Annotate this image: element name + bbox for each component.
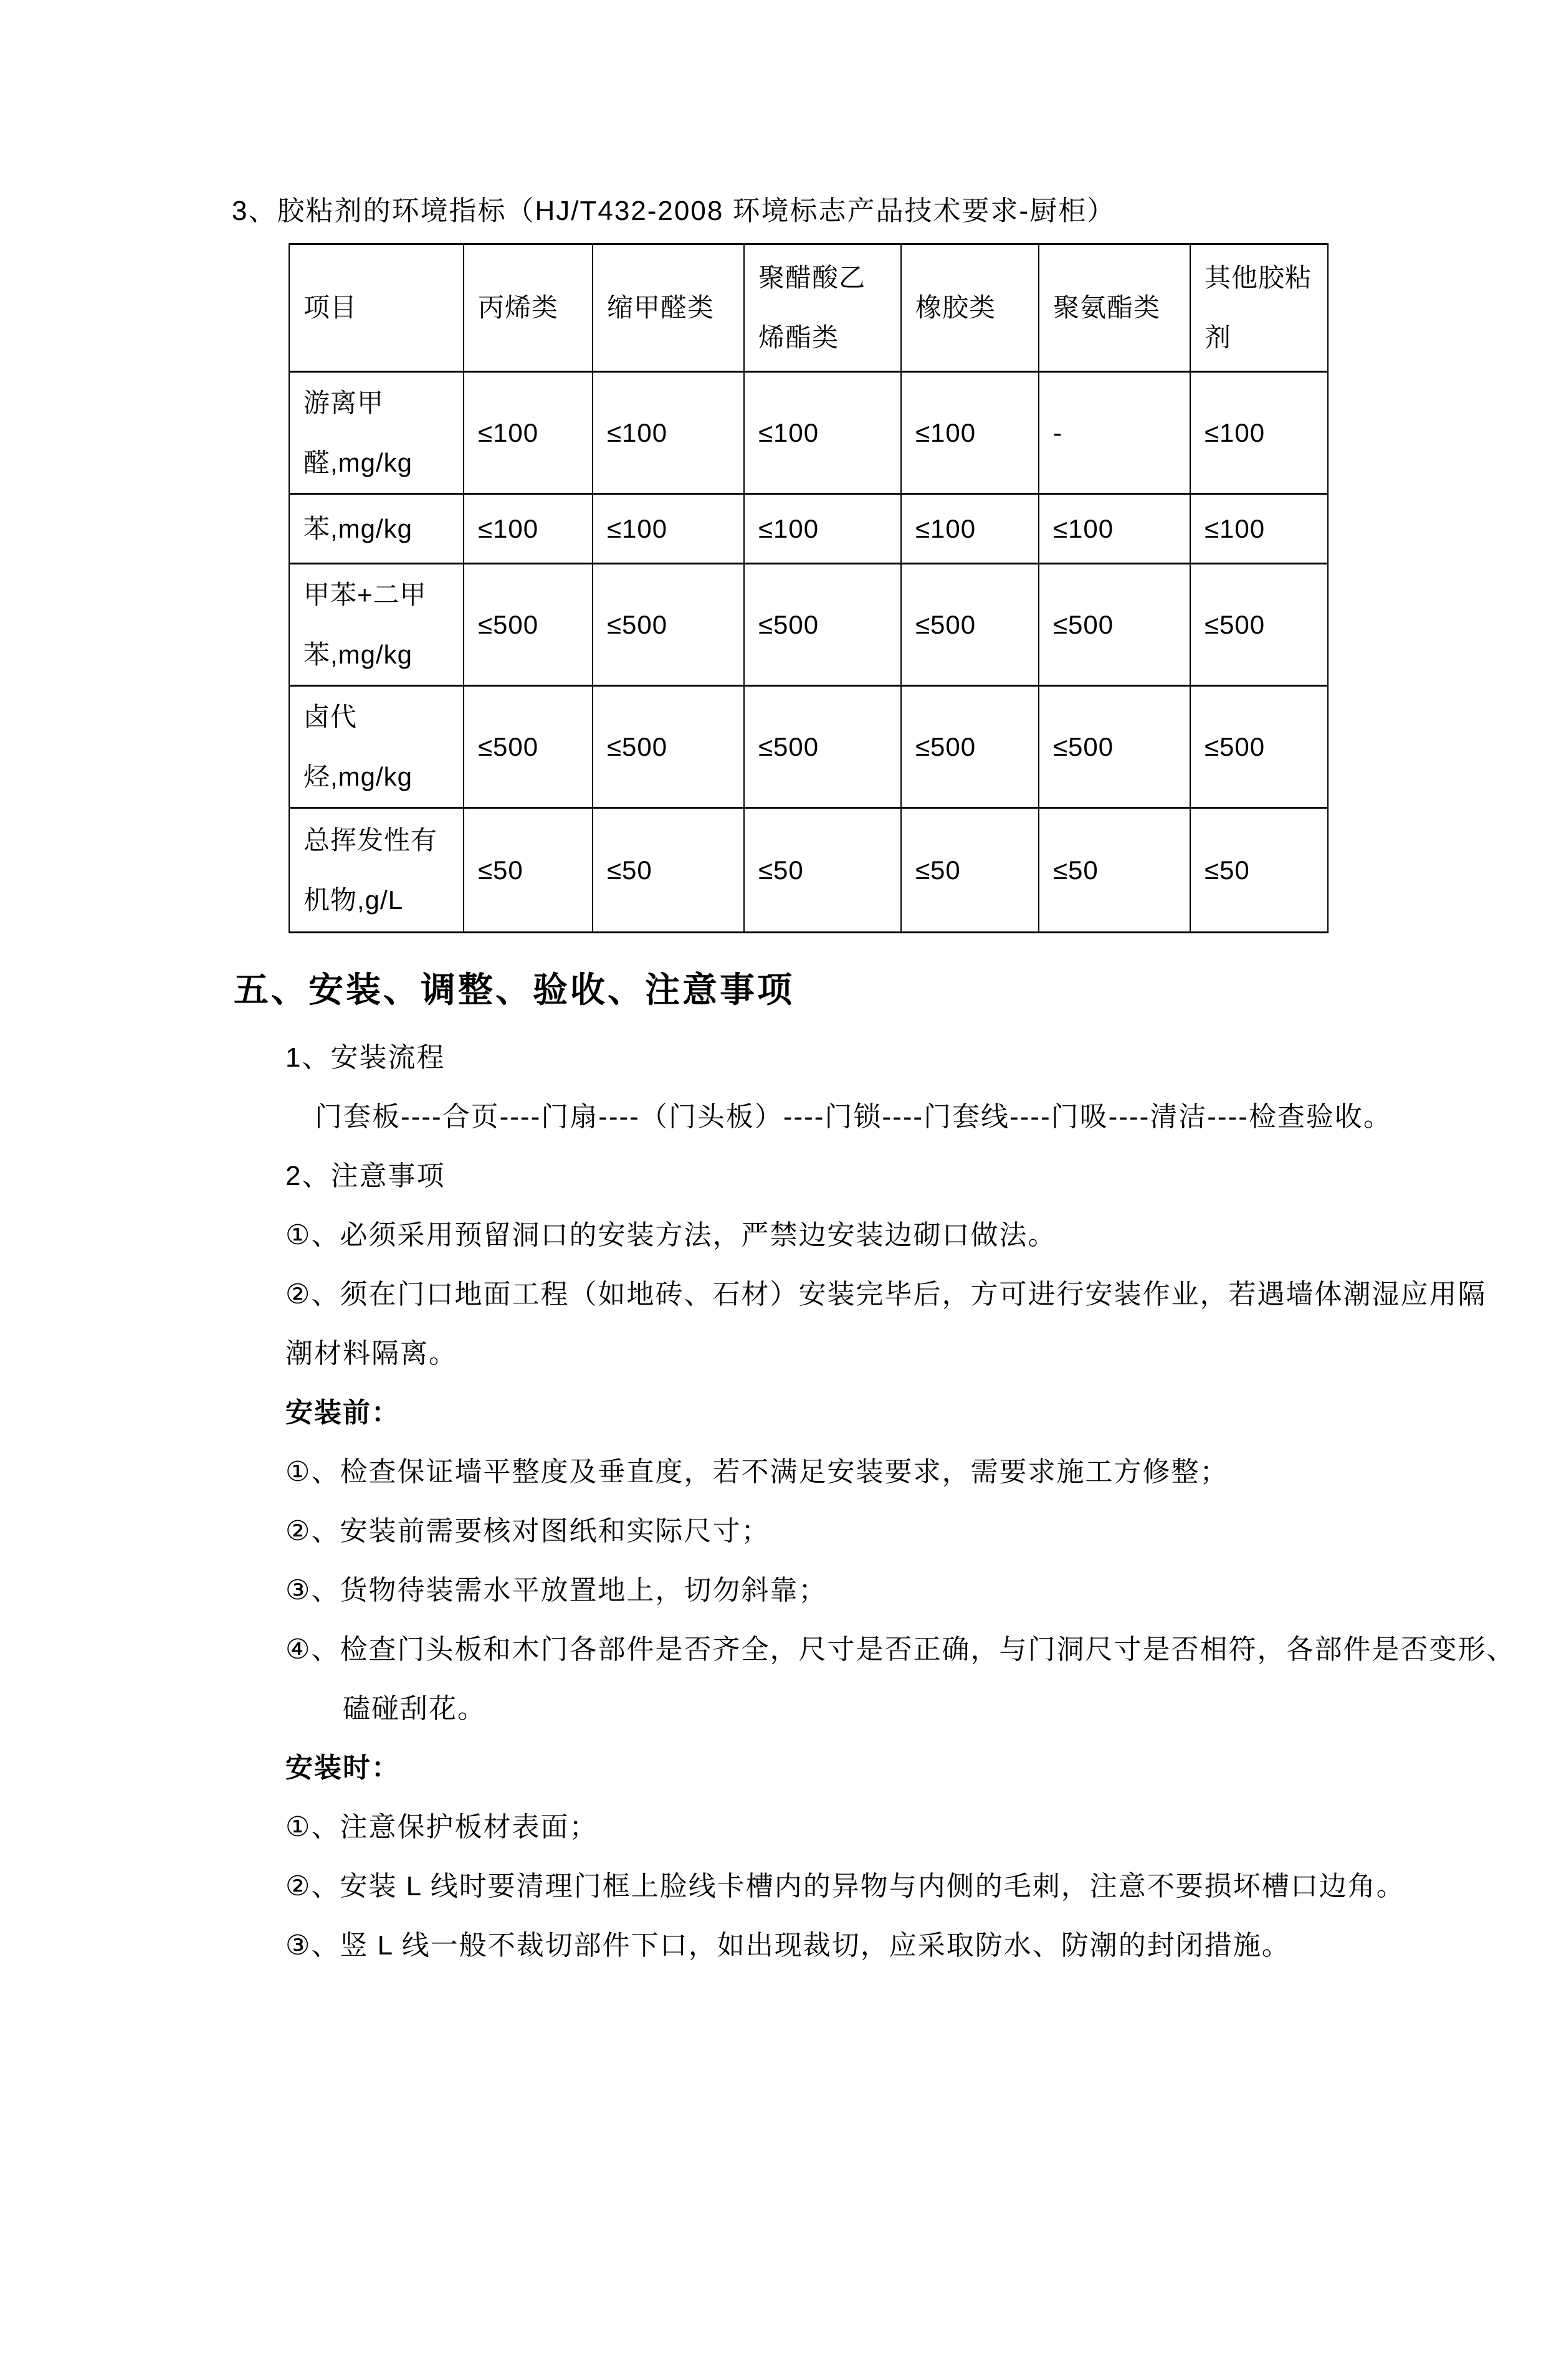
header-cell: 丙烯类: [464, 244, 593, 372]
during-install-label: 安装时：: [285, 1753, 400, 1783]
value-cell: ≤100: [901, 372, 1039, 494]
table-header-row: [289, 244, 1328, 372]
header-cell: 项目: [289, 244, 464, 372]
during-install-1: ①、注意保护板材表面；: [285, 1812, 598, 1842]
before-install-label: 安装前：: [285, 1397, 400, 1428]
note-2-line-2: 潮材料隔离。: [285, 1338, 457, 1369]
header-cell: 缩甲醛类: [593, 244, 744, 372]
value-cell: ≤100: [593, 372, 744, 494]
value-cell: ≤50: [744, 808, 901, 933]
value-cell: ≤50: [1039, 808, 1190, 933]
row-label-cell: 游离甲 醛,mg/kg: [289, 372, 464, 494]
value-cell: ≤500: [744, 564, 901, 686]
row-label-cell: 总挥发性有 机物,g/L: [289, 808, 464, 933]
before-install-4-line-2: 磕碰刮花。: [343, 1693, 486, 1724]
during-install-3: ③、竖 L 线一般不裁切部件下口，如出现裁切，应采取防水、防潮的封闭措施。: [285, 1930, 1291, 1961]
before-install-2: ②、安装前需要核对图纸和实际尺寸；: [285, 1516, 770, 1546]
value-cell: ≤100: [901, 494, 1039, 564]
table-row: [289, 808, 1328, 933]
value-cell: ≤500: [1190, 564, 1328, 686]
value-cell: ≤500: [593, 564, 744, 686]
header-cell: 聚氨酯类: [1039, 244, 1190, 372]
during-install-2: ②、安装 L 线时要清理门框上脸线卡槽内的异物与内侧的毛刺，注意不要损坏槽口边角。: [285, 1871, 1405, 1902]
table-row: [289, 372, 1328, 494]
note-1: ①、必须采用预留洞口的安装方法，严禁边安装边砌口做法。: [285, 1220, 1057, 1250]
note-2-line-1: ②、须在门口地面工程（如地砖、石材）安装完毕后，方可进行安装作业，若遇墙体潮湿应用隔: [285, 1279, 1487, 1310]
value-cell: ≤100: [1039, 494, 1190, 564]
value-cell: ≤500: [464, 564, 593, 686]
value-cell: ≤50: [1190, 808, 1328, 933]
value-cell: ≤500: [1039, 686, 1190, 808]
value-cell: ≤100: [1190, 372, 1328, 494]
header-cell: 橡胶类: [901, 244, 1039, 372]
section-5-heading: 五、安装、调整、验收、注意事项: [234, 970, 794, 1009]
before-install-4-line-1: ④、检查门头板和木门各部件是否齐全，尺寸是否正确，与门洞尺寸是否相符，各部件是否变形、: [285, 1634, 1515, 1665]
table-row: [289, 686, 1328, 808]
value-cell: ≤500: [1039, 564, 1190, 686]
value-cell: ≤50: [593, 808, 744, 933]
table-row: [289, 564, 1328, 686]
adhesive-env-table: [289, 243, 1329, 933]
install-process-flow: 门套板----合页----门扇----（门头板）----门锁----门套线----门吸----清洁----检查验收。: [315, 1102, 1392, 1132]
value-cell: ≤500: [1190, 686, 1328, 808]
value-cell: ≤500: [901, 686, 1039, 808]
value-cell: ≤50: [901, 808, 1039, 933]
header-cell: 聚醋酸乙 烯酯类: [744, 244, 901, 372]
value-cell: ≤50: [464, 808, 593, 933]
row-label-cell: 卤代 烃,mg/kg: [289, 686, 464, 808]
row-label-cell: 苯,mg/kg: [289, 494, 464, 564]
value-cell: ≤500: [901, 564, 1039, 686]
value-cell: ≤100: [744, 494, 901, 564]
notes-label: 2、注意事项: [285, 1161, 446, 1191]
value-cell: ≤100: [464, 372, 593, 494]
before-install-1: ①、检查保证墙平整度及垂直度，若不满足安装要求，需要求施工方修整；: [285, 1457, 1229, 1487]
row-label-cell: 甲苯+二甲 苯,mg/kg: [289, 564, 464, 686]
before-install-3: ③、货物待装需水平放置地上，切勿斜靠；: [285, 1575, 828, 1606]
value-cell: ≤100: [464, 494, 593, 564]
body-paragraphs: [0, 1028, 1546, 1975]
table-row: [289, 494, 1328, 564]
value-cell: -: [1039, 372, 1190, 494]
value-cell: ≤100: [593, 494, 744, 564]
document-page: [0, 194, 1546, 2380]
value-cell: ≤500: [593, 686, 744, 808]
value-cell: ≤100: [1190, 494, 1328, 564]
adhesive-env-title: 3、胶粘剂的环境指标（HJ/T432-2008 环境标志产品技术要求-厨柜）: [232, 196, 1116, 226]
install-process-label: 1、安装流程: [285, 1042, 446, 1073]
value-cell: ≤100: [744, 372, 901, 494]
header-cell: 其他胶粘 剂: [1190, 244, 1328, 372]
value-cell: ≤500: [744, 686, 901, 808]
value-cell: ≤500: [464, 686, 593, 808]
